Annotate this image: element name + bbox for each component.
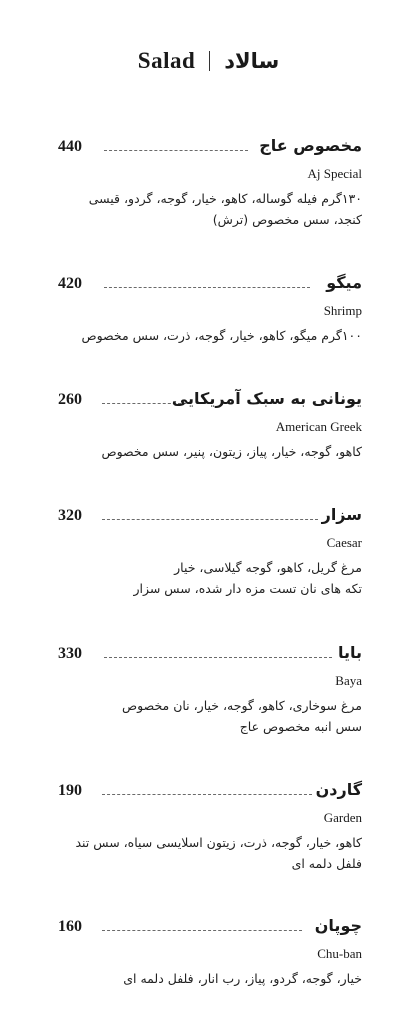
- item-price: 420: [58, 275, 82, 292]
- item-name-en: Caesar: [326, 535, 362, 550]
- description-line: تکه های نان تست مزه دار شده، سس سزار: [133, 581, 362, 596]
- item-header-row: [0, 643, 417, 671]
- item-header-row: [0, 505, 417, 533]
- item-header-row: [0, 780, 417, 808]
- description-line: سس انبه مخصوص عاج: [239, 719, 362, 734]
- item-header-row: [0, 273, 417, 301]
- item-description: [52, 441, 362, 462]
- description-line: ۱۳۰گرم فیله گوساله، کاهو، خیار، گوجه، گردو، قیسی: [88, 191, 362, 206]
- description-line: خیار، گوجه، گردو، پیاز، رب انار، فلفل دلمه ای: [123, 971, 362, 986]
- item-description: [52, 968, 362, 989]
- item-price: 440: [58, 138, 82, 155]
- item-name-fa: چوپان: [314, 916, 362, 935]
- item-name-fa: مخصوص عاج: [259, 136, 362, 155]
- item-header-row: [0, 916, 417, 944]
- item-name-en: Shrimp: [323, 303, 362, 318]
- item-name-en: Aj Special: [307, 166, 362, 181]
- item-name-en: Baya: [335, 673, 362, 688]
- description-line: مرغ سوخاری، کاهو، گوجه، خیار، نان مخصوص: [122, 698, 362, 713]
- item-name-fa: بایا: [337, 643, 362, 662]
- item-header-row: [0, 389, 417, 417]
- dotted-leader: [104, 287, 310, 288]
- menu-header: [0, 44, 417, 78]
- section-title-fa: سالاد: [224, 49, 280, 73]
- item-price: 330: [58, 645, 82, 662]
- dotted-leader: [102, 519, 318, 520]
- item-name-fa: سزار: [321, 505, 362, 524]
- section-title-en: Salad: [137, 48, 196, 73]
- dotted-leader: [102, 930, 302, 931]
- item-name-fa: گاردن: [315, 780, 362, 799]
- item-name-fa: یونانی به سبک آمریکایی: [171, 389, 362, 408]
- item-price: 160: [58, 918, 82, 935]
- item-description: [52, 832, 362, 874]
- item-price: 320: [58, 507, 82, 524]
- dotted-leader: [104, 150, 248, 151]
- dotted-leader: [104, 657, 332, 658]
- title-divider: [209, 51, 210, 71]
- item-description: [52, 695, 362, 737]
- item-name-en: Chu-ban: [317, 946, 362, 961]
- description-line: فلفل دلمه ای: [291, 856, 362, 871]
- item-price: 260: [58, 391, 82, 408]
- item-name-en: Garden: [323, 810, 362, 825]
- item-description: [52, 557, 362, 599]
- description-line: کنجد، سس مخصوص (ترش): [212, 212, 362, 227]
- item-description: [52, 325, 362, 346]
- description-line: ۱۰۰گرم میگو، کاهو، خیار، گوجه، ذرت، سس مخصوص: [81, 328, 362, 343]
- item-price: 190: [58, 782, 82, 799]
- description-line: مرغ گریل، کاهو، گوجه گیلاسی، خیار: [174, 560, 362, 575]
- item-name-en: American Greek: [275, 419, 362, 434]
- description-line: کاهو، خیار، گوجه، ذرت، زیتون اسلایسی سیاه، سس تند: [75, 835, 362, 850]
- item-name-fa: میگو: [326, 273, 362, 292]
- dotted-leader: [102, 794, 312, 795]
- item-header-row: [0, 136, 417, 164]
- item-description: [52, 188, 362, 230]
- description-line: کاهو، گوجه، خیار، پیاز، زیتون، پنیر، سس مخصوص: [101, 444, 362, 459]
